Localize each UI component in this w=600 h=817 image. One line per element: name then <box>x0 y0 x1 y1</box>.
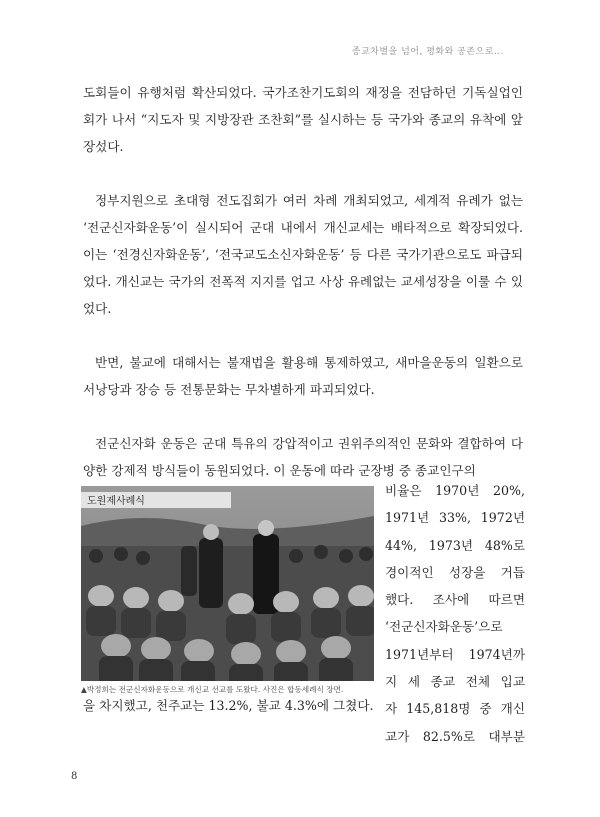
baptism-photo-image <box>81 486 374 681</box>
text-line: 지 세 종교 전체 입교 <box>385 674 525 690</box>
paragraph-3: 반면, 불교에 대해서는 불재법을 활용해 통제하였고, 새마을운동의 일환으로 서낭당과 장승 등 전통문화는 무차별하게 파괴되었다. <box>83 355 523 397</box>
text-line: 했다. 조사에 따르면 <box>385 592 525 608</box>
text-line: 비율은 1970년 20%, <box>385 483 525 498</box>
running-header: 종교차별을 넘어, 평화와 공존으로... <box>351 47 504 57</box>
text-line: 1971년부터 1974년까 <box>385 646 525 662</box>
text-line: 44%, 1973년 48%로 <box>385 537 525 553</box>
body-text <box>83 79 523 484</box>
text-line: 경이적인 성장을 거듭 <box>385 564 525 580</box>
closing-line: 을 차지했고, 천주교는 13.2%, 불교 4.3%에 그쳤다. <box>83 698 374 713</box>
text-line: ‘전군신자화운동’으로 <box>385 619 503 635</box>
photo-caption: ▲박정희는 전군신자화운동으로 개신교 선교를 도왔다. 사진은 합동세례식 장면. <box>81 685 344 694</box>
text-line: 교가 82.5%로 대부분 <box>385 728 525 744</box>
banner-text: 도원제사례식 <box>87 496 145 507</box>
paragraph-4: 전군신자화 운동은 군대 특유의 강압적이고 권위주의적인 문화와 결합하여 다양한 강제적 방식들이 동원되었다. 이 운동에 따라 군장병 중 종교인구의 <box>83 436 523 478</box>
paragraph-1: 도회들이 유행처럼 확산되었다. 국가조찬기도회의 재정을 전담하던 기독실업인회가 나서 “지도자 및 지방장관 조찬회”를 실시하는 등 국가와 종교의 유착에 앞장섰다. <box>83 85 523 154</box>
text-line: 자 145,818명 중 개신 <box>385 701 525 717</box>
paragraph-2: 정부지원으로 초대형 전도집회가 여러 차례 개최되었고, 세계적 유례가 없는 ‘전군신자화운동’이 실시되어 군대 내에서 개신교세는 배타적으로 확장되었다. 이는 ‘전경신자화운동’, ‘전국교도소신자화운동’ 등 다른 국가기관으로도 파급되었다. 개신교는 국가의 전폭적 지지를 업고 사상 유례없는 교세성장을 이룰 수 있었다. <box>83 193 523 316</box>
baptism-photo <box>81 486 374 681</box>
page-number: 8 <box>71 771 78 782</box>
text-line: 1971년 33%, 1972년 <box>385 510 525 526</box>
